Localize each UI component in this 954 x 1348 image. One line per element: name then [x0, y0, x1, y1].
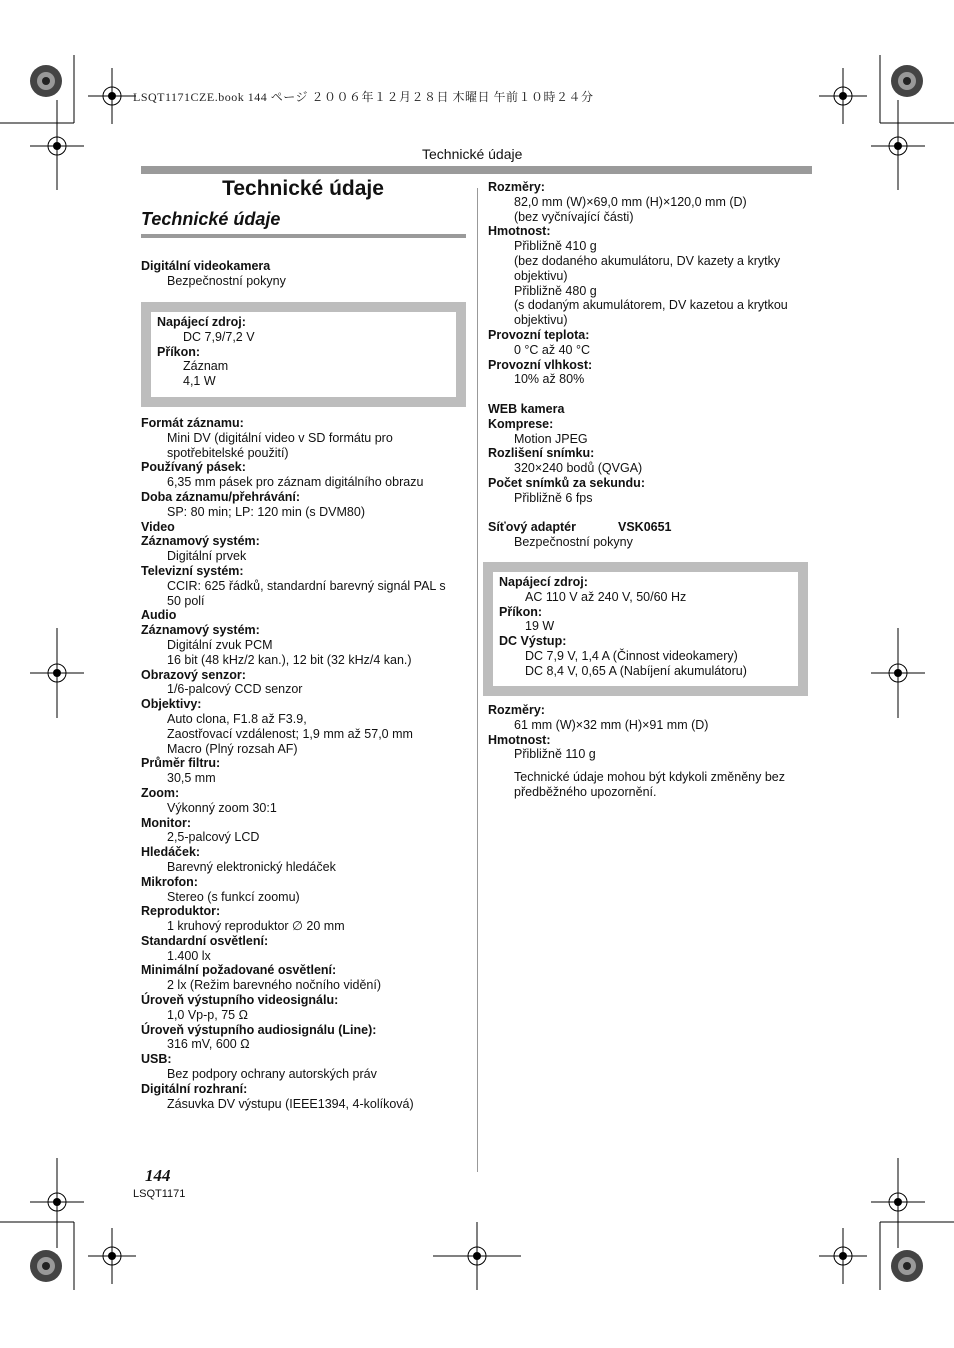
- spec-group-camera: [141, 259, 466, 289]
- spec-value: 30,5 mm: [167, 771, 216, 786]
- power-box-camera: [141, 302, 466, 407]
- spec-label: Audio: [141, 608, 177, 623]
- adapter-model: VSK0651: [618, 520, 672, 534]
- spec-label: Napájecí zdroj:: [499, 575, 588, 589]
- spec-label: Používaný pásek:: [141, 460, 246, 475]
- spec-value: 82,0 mm (W)×69,0 mm (H)×120,0 mm (D): [514, 194, 747, 209]
- header-bar: [141, 166, 812, 174]
- spec-label: Hmotnost:: [488, 224, 551, 239]
- spec-value: (s dodaným akumulátorem, DV kazetou a krytkou: [514, 298, 788, 313]
- spec-label: DC Výstup:: [499, 634, 567, 649]
- spec-value: 2 lx (Režim barevného nočního vidění): [167, 978, 382, 993]
- spec-label: Mikrofon:: [141, 874, 198, 889]
- spec-label: Obrazový senzor:: [141, 667, 246, 682]
- spec-value: Barevný elektronický hledáček: [167, 859, 336, 874]
- spec-value: 6,35 mm pásek pro záznam digitálního obrazu: [167, 475, 424, 490]
- column-divider: [477, 188, 478, 1172]
- spec-value: Mini DV (digitální video v SD formátu pro: [167, 430, 393, 445]
- spec-value: Přibližně 480 g: [514, 283, 597, 298]
- spec-value: 50 polí: [167, 593, 205, 608]
- spec-value: 1 kruhový reproduktor ∅ 20 mm: [167, 919, 345, 934]
- spec-value: 1.400 lx: [167, 948, 211, 963]
- spec-value: DC 7,9/7,2 V: [183, 329, 255, 344]
- spec-label: Provozní teplota:: [488, 327, 590, 342]
- print-info-line: LSQT1171CZE.book 144 ページ ２００６年１２月２８日 木曜日 午前１０時２４分: [133, 90, 594, 104]
- spec-value: 316 mV, 600 Ω: [167, 1037, 250, 1052]
- spec-value: Digitální prvek: [167, 549, 247, 564]
- spec-label: Zoom:: [141, 785, 180, 800]
- spec-label: Digitální videokamera: [141, 259, 271, 273]
- note-line: Technické údaje mohou být kdykoli změněny bez: [514, 770, 785, 784]
- spec-value: Výkonný zoom 30:1: [167, 800, 277, 815]
- spec-label: WEB kamera: [488, 402, 565, 416]
- spec-value: SP: 80 min; LP: 120 min (s DVM80): [167, 504, 365, 519]
- section-rule: [141, 234, 466, 238]
- spec-group-dimensions: [488, 180, 808, 387]
- spec-group-adapter-dimensions: [488, 703, 808, 762]
- spec-label: Příkon:: [157, 344, 201, 359]
- spec-label: Doba záznamu/přehrávání:: [141, 489, 301, 504]
- spec-value: Macro (Plný rozsah AF): [167, 741, 298, 756]
- spec-label: Formát záznamu:: [141, 416, 244, 430]
- adapter-value: Bezpečnostní pokyny: [514, 534, 633, 549]
- power-box-adapter-content: [493, 572, 798, 686]
- spec-label: Příkon:: [499, 604, 543, 619]
- note-line: předběžného upozornění.: [514, 784, 657, 799]
- spec-value: 4,1 W: [183, 374, 216, 389]
- spec-value: spotřebitelské použití): [167, 445, 289, 460]
- doc-code: LSQT1171: [133, 1188, 186, 1200]
- spec-value: (bez vyčnívající části): [514, 209, 634, 224]
- page-title: Technické údaje: [222, 177, 384, 200]
- spec-label: Digitální rozhraní:: [141, 1081, 248, 1096]
- spec-value: CCIR: 625 řádků, standardní barevný signál PAL s: [167, 578, 446, 593]
- spec-label: Úroveň výstupního audiosignálu (Line):: [141, 1022, 377, 1037]
- spec-value: 320×240 bodů (QVGA): [514, 461, 643, 476]
- spec-label: Rozměry:: [488, 703, 545, 717]
- spec-label: Záznamový systém:: [141, 534, 260, 549]
- spec-value: Přibližně 6 fps: [514, 490, 593, 505]
- spec-value: 19 W: [525, 619, 555, 634]
- spec-value: 61 mm (W)×32 mm (H)×91 mm (D): [514, 717, 709, 732]
- spec-label: Napájecí zdroj:: [157, 315, 246, 329]
- spec-value: objektivu): [514, 313, 568, 328]
- spec-label: Minimální požadované osvětlení:: [141, 963, 337, 978]
- spec-label: Televizní systém:: [141, 563, 244, 578]
- spec-group-adapter: [488, 520, 808, 550]
- spec-value: Bezpečnostní pokyny: [167, 273, 286, 288]
- section-title: Technické údaje: [141, 209, 281, 229]
- disclaimer-note: [488, 770, 808, 800]
- page-number: 144: [145, 1166, 171, 1185]
- spec-label: Hmotnost:: [488, 732, 551, 747]
- spec-value: Digitální zvuk PCM: [167, 637, 273, 652]
- spec-value: (bez dodaného akumulátoru, DV kazety a krytky: [514, 253, 781, 268]
- spec-value: Stereo (s funkcí zoomu): [167, 889, 300, 904]
- spec-label: Průměr filtru:: [141, 756, 221, 771]
- spec-label: Rozlišení snímku:: [488, 446, 595, 461]
- spec-value: 10% až 80%: [514, 372, 585, 387]
- spec-value: Zásuvka DV výstupu (IEEE1394, 4-kolíková): [167, 1096, 414, 1111]
- spec-label: USB:: [141, 1052, 172, 1067]
- spec-value: Auto clona, F1.8 až F3.9,: [167, 711, 307, 726]
- spec-value: DC 7,9 V, 1,4 A (Činnost videokamery): [525, 648, 738, 663]
- adapter-label: Síťový adaptér: [488, 520, 576, 534]
- spec-label: Reproduktor:: [141, 904, 221, 919]
- spec-value: Záznam: [183, 359, 229, 374]
- spec-value: Přibližně 110 g: [514, 747, 596, 762]
- power-box-camera-content: [151, 312, 456, 397]
- spec-label: Monitor:: [141, 815, 191, 830]
- spec-value: 2,5-palcový LCD: [167, 830, 260, 845]
- spec-group-web-camera: [488, 402, 808, 506]
- spec-label: Provozní vlhkost:: [488, 357, 593, 372]
- spec-value: AC 110 V až 240 V, 50/60 Hz: [525, 589, 687, 604]
- spec-label: Komprese:: [488, 416, 554, 431]
- spec-label: Video: [141, 519, 175, 534]
- running-head: Technické údaje: [422, 146, 523, 162]
- power-box-adapter: [483, 562, 808, 696]
- spec-value: Zaostřovací vzdálenost; 1,9 mm až 57,0 mm: [167, 726, 413, 741]
- spec-value: Motion JPEG: [514, 431, 588, 446]
- spec-label: Záznamový systém:: [141, 623, 260, 638]
- spec-value: Přibližně 410 g: [514, 239, 597, 254]
- spec-label: Objektivy:: [141, 697, 202, 712]
- spec-list-camera: [141, 416, 466, 1111]
- spec-label: Úroveň výstupního videosignálu:: [141, 993, 339, 1008]
- spec-label: Počet snímků za sekundu:: [488, 475, 645, 490]
- spec-label: Standardní osvětlení:: [141, 933, 269, 948]
- spec-value: 0 °C až 40 °C: [514, 342, 591, 357]
- spec-value: 16 bit (48 kHz/2 kan.), 12 bit (32 kHz/4 kan.): [167, 652, 412, 667]
- spec-value: 1,0 Vp-p, 75 Ω: [167, 1007, 248, 1022]
- spec-value: Bez podpory ochrany autorských práv: [167, 1067, 377, 1082]
- spec-value: DC 8,4 V, 0,65 A (Nabíjení akumulátoru): [525, 663, 747, 678]
- spec-label: Rozměry:: [488, 180, 545, 194]
- spec-label: Hledáček:: [141, 845, 201, 860]
- spec-value: objektivu): [514, 268, 568, 283]
- spec-value: 1/6-palcový CCD senzor: [167, 682, 303, 697]
